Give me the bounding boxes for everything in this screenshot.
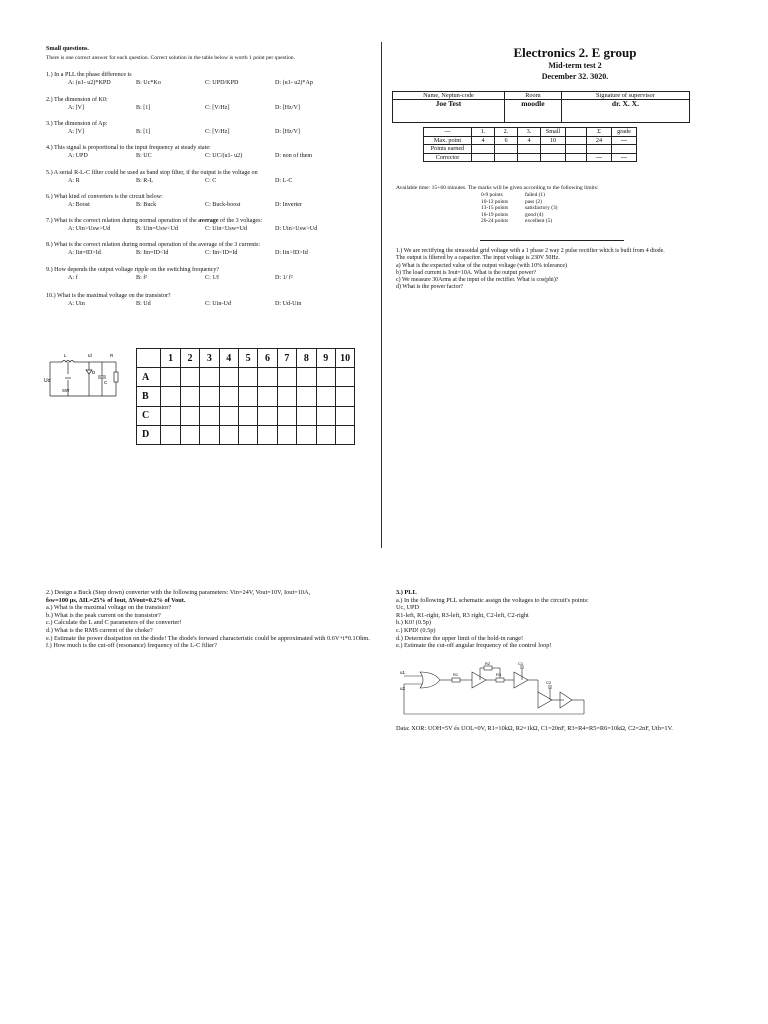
question-text: 6.) What kind of converters is the circuit below: — [46, 194, 163, 200]
answer-option-b: B: Uc*Ko — [136, 79, 161, 86]
answer-option-a: A: UPD — [68, 152, 88, 159]
grid-col-header: 7 — [277, 349, 296, 368]
answer-option-b: B: f² — [136, 274, 148, 281]
grid-answer-cell[interactable] — [277, 425, 296, 444]
answer-option-c: C: C — [205, 177, 217, 184]
pll-item: b.) K0! (0.5p) — [396, 619, 431, 627]
points-row-label: Points earned — [424, 145, 472, 154]
grid-answer-cell[interactable] — [316, 406, 335, 425]
column-divider — [381, 42, 382, 548]
grid-row-header: A — [137, 368, 161, 387]
points-header-cell: --- — [424, 128, 472, 137]
answer-option-d: D: [Hz/V] — [275, 128, 300, 135]
points-cell — [566, 145, 587, 154]
points-header-cell — [566, 128, 587, 137]
points-cell: --- — [587, 153, 612, 162]
grid-answer-cell[interactable] — [200, 425, 219, 444]
answer-option-d: D: Iin>ID>Id — [275, 249, 308, 256]
points-cell — [587, 145, 612, 154]
grid-answer-cell[interactable] — [316, 387, 335, 406]
pll-item: R1-left, R1-right, R3-left, R3 right, C2-left, C2-right — [396, 611, 529, 619]
student-info-table — [392, 91, 690, 123]
grade-limit-mark: pass (2) — [525, 198, 542, 205]
answer-option-d: D: (u1- u2)*Ap — [275, 79, 313, 86]
question-options — [68, 105, 368, 113]
grade-limit-mark: good (4) — [525, 211, 544, 218]
grid-answer-cell[interactable] — [161, 368, 180, 387]
time-note: Available time: 15+60 minutes. The marks will be given according to the following limits: — [396, 185, 599, 191]
question-3-pll — [396, 589, 726, 650]
grid-answer-cell[interactable] — [335, 425, 354, 444]
grid-answer-cell[interactable] — [316, 368, 335, 387]
grid-col-header: 2 — [180, 349, 199, 368]
points-table — [423, 127, 637, 162]
grid-answer-cell[interactable] — [297, 368, 316, 387]
question-options — [68, 178, 368, 186]
small-questions-heading: Small questions. — [46, 45, 89, 52]
question-text: 9.) How depends the output voltage ripple on the switching frequency? — [46, 267, 220, 273]
question-options — [68, 226, 368, 234]
pll-item: c.) KPD! (0.5p) — [396, 626, 436, 634]
grid-answer-cell[interactable] — [219, 425, 238, 444]
grid-answer-cell[interactable] — [219, 387, 238, 406]
rectifier-line: The output is filtered by a capacitor. The input voltage is 230V 50Hz. — [396, 255, 560, 262]
grid-answer-cell[interactable] — [258, 368, 277, 387]
answer-option-a: A: (u1- u2)*KPD — [68, 79, 111, 86]
grid-answer-cell[interactable] — [180, 425, 199, 444]
answer-option-a: A: Uin>Usw>Ud — [68, 225, 111, 232]
answer-option-a: A: Boost — [68, 201, 90, 208]
rectifier-line: d) What is the power factor? — [396, 284, 464, 291]
pll-label-r3: R3 — [496, 672, 502, 677]
circuit-label-ud: Ud — [44, 378, 51, 384]
question-options — [68, 250, 368, 258]
limits-rule — [480, 240, 624, 241]
grid-answer-cell[interactable] — [258, 387, 277, 406]
question-text: 5.) A serial R-L-C filter could be used as band stop filter, if the output is the voltage on — [46, 170, 258, 176]
info-header-signature: Signature of supervisor — [561, 92, 689, 100]
grid-row-header: D — [137, 425, 161, 444]
grade-limits — [481, 192, 601, 225]
grid-col-header: 1 — [161, 349, 180, 368]
points-header-cell: Σ — [587, 128, 612, 137]
grade-limit-mark: satisfactory (3) — [525, 205, 558, 211]
grid-answer-cell[interactable] — [277, 387, 296, 406]
pll-label-c1: C1 — [518, 662, 524, 666]
rectifier-line: a) What is the expected value of the output voltage (with 10% tolerance) — [396, 262, 567, 269]
question-options — [68, 153, 368, 161]
points-cell: 10 — [541, 136, 566, 145]
answer-option-a: A: Iin=ID>Id — [68, 249, 101, 256]
grid-answer-cell[interactable] — [238, 368, 257, 387]
rectifier-line: 1.) We are rectifying the sinusoidal grid voltage with a 1 phase 2 way 2 pulse rectifier which is built from 4 diode. — [396, 248, 665, 254]
answer-option-c: C: Uin-Ud — [205, 300, 231, 307]
answer-option-d: D: Uin>Usw>Ud — [275, 225, 318, 232]
points-header-cell: 2. — [495, 128, 518, 137]
exam-subtitle: Mid-term test 2 — [548, 61, 602, 70]
grid-answer-cell[interactable] — [200, 406, 219, 425]
grid-col-header: 4 — [219, 349, 238, 368]
converter-circuit-diagram — [44, 348, 134, 410]
grid-answer-cell[interactable] — [219, 368, 238, 387]
info-header-room: Room — [504, 92, 561, 100]
question-options — [68, 129, 368, 137]
points-cell — [495, 145, 518, 154]
grid-row-header: B — [137, 387, 161, 406]
circuit-label-id: Id — [88, 353, 92, 358]
pll-label-r2: R2 — [485, 662, 491, 666]
answer-option-b: B: Iin=ID<Id — [136, 249, 169, 256]
grade-limit-range: 20-24 points — [481, 218, 509, 224]
answer-option-a: A: [V] — [68, 128, 85, 135]
answer-option-c: C: UPD/KPD — [205, 79, 239, 86]
pll-item: Uc, UPD — [396, 604, 420, 612]
answer-option-c: C: [V/Hz] — [205, 104, 230, 111]
grid-answer-cell[interactable] — [238, 425, 257, 444]
grade-limit-range: 13-15 points — [481, 205, 509, 211]
answer-option-a: A: [V] — [68, 104, 85, 111]
answer-option-d: D: Inverter — [275, 201, 302, 208]
grid-col-header: 3 — [200, 349, 219, 368]
grid-answer-cell[interactable] — [200, 387, 219, 406]
grid-answer-cell[interactable] — [297, 387, 316, 406]
grade-limit-range: 16-19 points — [481, 211, 509, 218]
question-text: 3.) The dimension of Ap: — [46, 121, 108, 127]
points-cell — [518, 153, 541, 162]
answer-option-b: B: Buck — [136, 201, 157, 208]
circuit-label-c: C — [104, 380, 108, 385]
answer-option-b: B: UC — [136, 152, 152, 159]
grid-col-header: 9 — [316, 349, 335, 368]
info-value-name[interactable]: Joe Test — [393, 100, 505, 123]
question-emphasis: average — [198, 218, 219, 224]
info-value-signature[interactable]: dr. X. X. — [561, 100, 689, 123]
pll-schematic — [400, 662, 590, 718]
answer-option-d: D: non of them — [275, 152, 313, 159]
question-2-buck — [46, 589, 376, 650]
pll-item: a.) In the following PLL schematic assign the voltages to the circuit's points: — [396, 596, 589, 604]
question-options — [68, 80, 368, 88]
question-text: 2.) The dimension of K0: — [46, 97, 108, 103]
points-header-cell: grade — [612, 128, 637, 137]
grid-col-header: 6 — [258, 349, 277, 368]
grade-limit-mark: failed (1) — [525, 192, 545, 198]
pll-item: d.) Determine the upper limit of the hold-in range! — [396, 634, 524, 642]
rectifier-line: c) We measure 30Arms at the input of the rectifier. What is cos(phi)? — [396, 277, 559, 284]
grid-answer-cell[interactable] — [297, 425, 316, 444]
pll-item: e.) Estimate the cut-off angular frequency of the control loop! — [396, 642, 552, 650]
answer-option-c: C: 1/f — [205, 274, 220, 281]
answer-option-b: B: Ud — [136, 300, 151, 307]
grid-col-header: 10 — [335, 349, 354, 368]
buck-params: fsw=100 µs, ΔIL=25% of Iout, ΔVout=0.2% of Vout. — [46, 596, 186, 604]
points-cell: 4 — [518, 136, 541, 145]
points-header-cell: 3. — [518, 128, 541, 137]
buck-item: b.) What is the peak current on the transistor? — [46, 611, 161, 619]
answer-option-d: D: Ud-Uin — [275, 300, 302, 307]
grade-limit-range: 0-9 points — [481, 192, 503, 198]
question-options — [68, 202, 368, 210]
question-text: 4.) This signal is proportional to the input frequency at steady state: — [46, 145, 211, 151]
grid-answer-cell[interactable] — [297, 406, 316, 425]
question-text: 7.) What is the correct relation during normal operation of the average of the 3 voltages: — [46, 218, 263, 224]
question-text: 1.) In a PLL the phase difference is — [46, 72, 132, 78]
points-cell — [541, 145, 566, 154]
grid-answer-cell[interactable] — [335, 387, 354, 406]
points-header-cell: Small — [541, 128, 566, 137]
answer-option-b: B: Uin=Usw<Ud — [136, 225, 178, 232]
points-cell — [472, 153, 495, 162]
points-cell — [472, 145, 495, 154]
grid-col-header: 5 — [238, 349, 257, 368]
points-cell — [566, 136, 587, 145]
grid-answer-cell[interactable] — [219, 406, 238, 425]
grid-answer-cell[interactable] — [335, 406, 354, 425]
question-options — [68, 275, 368, 283]
points-cell — [541, 153, 566, 162]
question-options — [68, 301, 368, 309]
answer-option-c: C: [V/Hz] — [205, 128, 230, 135]
answer-option-c: C: Buck-boost — [205, 201, 241, 208]
buck-intro: 2.) Design a Buck (Step down) converter with the following parameters: Vin=24V, Vout=10V, Iout=10A, — [46, 589, 311, 596]
grid-answer-cell[interactable] — [161, 406, 180, 425]
points-cell: --- — [612, 153, 637, 162]
points-row-label: Max. point — [424, 136, 472, 145]
points-cell: --- — [612, 136, 637, 145]
buck-item: d.) What is the RMS current of the choke? — [46, 626, 153, 634]
grid-answer-cell[interactable] — [258, 406, 277, 425]
grade-limit-mark: excellent (5) — [525, 218, 553, 224]
answer-option-b: B: [1] — [136, 128, 151, 135]
pll-label-u1: u1 — [400, 670, 406, 675]
answer-option-c: C: UC/(u1- u2) — [205, 152, 243, 159]
answer-option-d: D: 1/ f² — [275, 274, 293, 281]
answer-option-c: C: Uin<Usw=Ud — [205, 225, 247, 232]
rectifier-line: b) The load current is Iout=10A. What is the output power? — [396, 269, 537, 276]
grid-answer-cell[interactable] — [200, 368, 219, 387]
grid-answer-cell[interactable] — [180, 368, 199, 387]
question-1-rectifier — [396, 248, 736, 292]
grid-answer-cell[interactable] — [161, 387, 180, 406]
answer-option-c: C: Iin<ID=Id — [205, 249, 238, 256]
grade-limit-range: 10-12 points — [481, 198, 509, 205]
buck-item: a.) What is the maximal voltage on the transistor? — [46, 604, 172, 612]
grid-answer-cell[interactable] — [316, 425, 335, 444]
circuit-label-d: D — [92, 370, 96, 375]
buck-item: c.) Calculate the L and C parameters of the converter! — [46, 619, 182, 627]
grid-answer-cell[interactable] — [180, 406, 199, 425]
answer-option-d: D: L-C — [275, 177, 293, 184]
answer-option-a: A: Uin — [68, 300, 85, 307]
buck-item: f.) How much is the cut-off (resonance) frequency of the L-C filter? — [46, 642, 217, 650]
pll-label-c2: C2 — [546, 680, 552, 685]
points-cell — [495, 153, 518, 162]
circuit-label-sw: SW — [62, 388, 70, 393]
points-cell — [566, 153, 587, 162]
pll-label-u2: u2 — [400, 686, 406, 691]
circuit-label-r: R — [110, 353, 114, 358]
points-cell — [612, 145, 637, 154]
circuit-label-l: L — [64, 353, 67, 358]
points-header-cell: 1. — [472, 128, 495, 137]
grid-corner — [137, 349, 161, 368]
grid-row-header: C — [137, 406, 161, 425]
answer-option-b: B: R-L — [136, 177, 154, 184]
points-cell: 4 — [472, 136, 495, 145]
grid-answer-cell[interactable] — [335, 368, 354, 387]
points-cell: 6 — [495, 136, 518, 145]
exam-title: Electronics 2. E group — [513, 45, 637, 60]
info-value-room[interactable]: moodle — [504, 100, 561, 123]
grid-answer-cell[interactable] — [258, 425, 277, 444]
grid-col-header: 8 — [297, 349, 316, 368]
answer-option-b: B: [1] — [136, 104, 151, 111]
grid-answer-cell[interactable] — [277, 406, 296, 425]
pll-label-r1: R1 — [453, 672, 459, 677]
answer-option-a: A: R — [68, 177, 80, 184]
exam-date: December 32. 3020. — [541, 72, 609, 81]
question-text: 10.) What is the maximal voltage on the transistor? — [46, 293, 171, 299]
points-cell: 24 — [587, 136, 612, 145]
pll-data: Data: XOR: UOH=5V és UOL=0V, R1=10kΩ, R2=1kΩ, C1=20nF, R3=R4=R5=R6=10kΩ, C2=2nF, Uth=1V. — [396, 725, 673, 732]
answer-option-a: A: f — [68, 274, 78, 281]
points-row-label: Corrector — [424, 153, 472, 162]
answer-option-d: D: [Hz/V] — [275, 104, 300, 111]
small-questions-intro: There is one correct answer for each question. Correct solution in the table below is worth 1 point per question. — [46, 55, 296, 61]
pll-heading: 3.) PLL — [396, 589, 417, 596]
grid-answer-cell[interactable] — [277, 368, 296, 387]
grid-answer-cell[interactable] — [238, 387, 257, 406]
buck-item: e.) Estimate the power dissipation on the diode! The diode's forward characteristic could be approximated with 0.6V+i*0.1Ohm. — [46, 634, 370, 642]
answer-grid — [136, 348, 355, 445]
points-cell — [518, 145, 541, 154]
grid-answer-cell[interactable] — [161, 425, 180, 444]
info-header-name: Name, Neptun-code — [393, 92, 505, 100]
grid-answer-cell[interactable] — [238, 406, 257, 425]
grade-limit-row — [481, 218, 601, 225]
question-text: 8.) What is the correct relation during normal operation of the average of the 3 currents: — [46, 242, 261, 248]
grid-answer-cell[interactable] — [180, 387, 199, 406]
